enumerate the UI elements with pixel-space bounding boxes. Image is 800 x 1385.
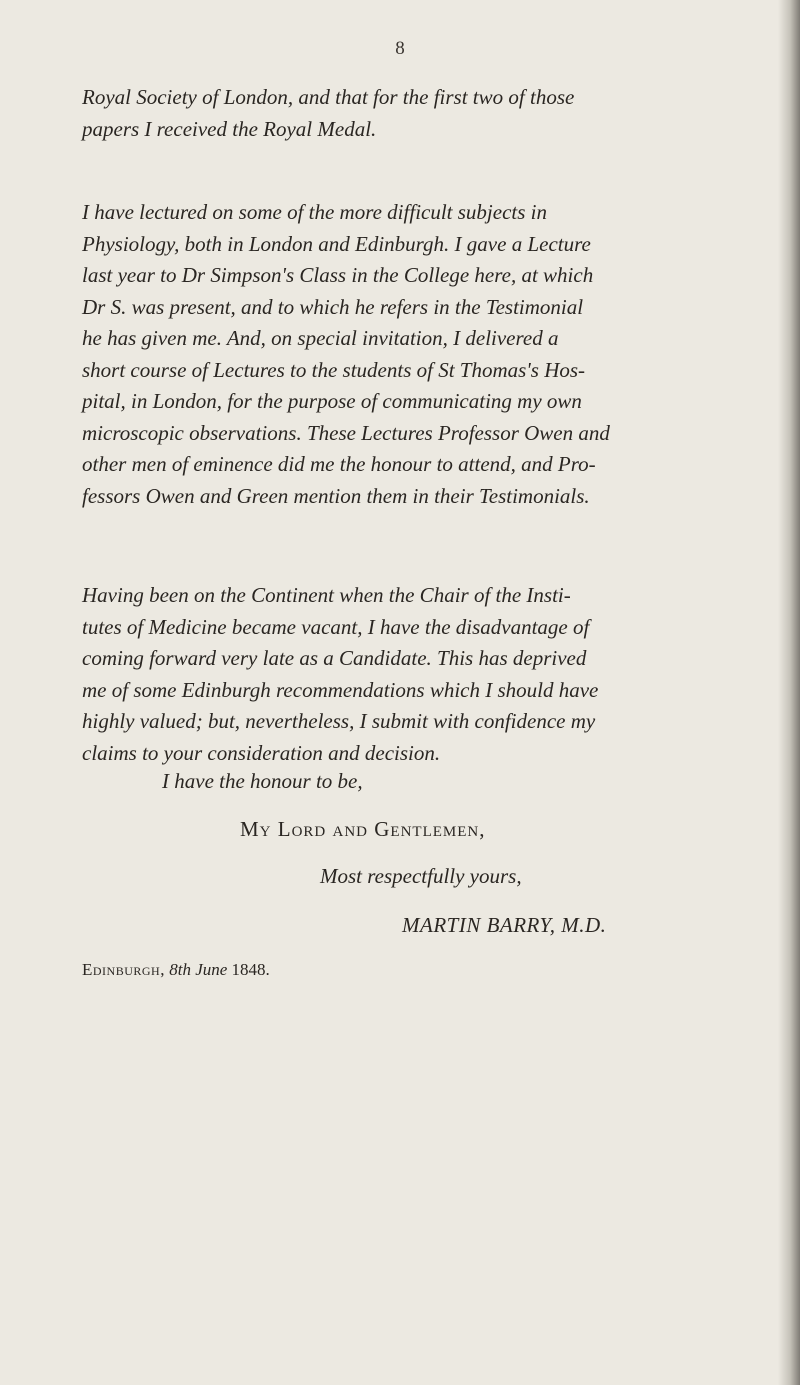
date-day: 8th June	[169, 960, 228, 979]
salutation: My Lord and Gentlemen,	[240, 817, 486, 841]
page-number: 8	[395, 38, 405, 59]
paragraph-candidacy	[82, 580, 754, 769]
paragraph-line: I have lectured on some of the more difficult subjects in	[82, 200, 548, 224]
date-year: 1848.	[231, 960, 270, 979]
paragraph-line: Having been on the Continent when the Chair of the Insti-	[82, 583, 571, 607]
signature: MARTIN BARRY, M.D.	[402, 913, 607, 937]
paragraph-line: claims to your consideration and decision.	[82, 740, 441, 765]
paragraph-line: tutes of Medicine became vacant, I have the disadvantage of	[82, 614, 590, 639]
place: Edinburgh,	[82, 960, 165, 979]
paragraph-royal-medal	[82, 82, 754, 145]
paragraph-line: me of some Edinburgh recommendations which I should have	[82, 677, 599, 702]
paragraph-line: pital, in London, for the purpose of communicating my own	[82, 389, 582, 413]
paragraph-line: highly valued; but, nevertheless, I submit with confidence my	[82, 709, 596, 733]
closing-respectfully: Most respectfully yours,	[320, 864, 522, 888]
paragraph-line: microscopic observations. These Lectures Professor Owen and	[82, 420, 610, 445]
page-edge-shadow	[778, 0, 800, 1385]
paragraph-line: Physiology, both in London and Edinburgh. I gave a Lecture	[82, 231, 591, 256]
paragraph-line: last year to Dr Simpson's Class in the College here, at which	[82, 263, 594, 287]
paragraph-line: he has given me. And, on special invitation, I delivered a	[82, 326, 559, 350]
paragraph-line: papers I received the Royal Medal.	[82, 116, 377, 141]
paragraph-line: coming forward very late as a Candidate. This has deprived	[82, 646, 587, 670]
paragraph-lectures	[82, 197, 754, 512]
paragraph-line: fessors Owen and Green mention them in their Testimonials.	[82, 483, 590, 508]
paragraph-line: Dr S. was present, and to which he refers in the Testimonial	[82, 294, 584, 319]
paragraph-line: short course of Lectures to the students of St Thomas's Hos-	[82, 357, 586, 382]
place-date	[82, 960, 270, 980]
paragraph-line: Royal Society of London, and that for the first two of those	[82, 85, 575, 109]
closing-honour: I have the honour to be,	[162, 769, 363, 793]
paragraph-line: other men of eminence did me the honour to attend, and Pro-	[82, 452, 596, 476]
